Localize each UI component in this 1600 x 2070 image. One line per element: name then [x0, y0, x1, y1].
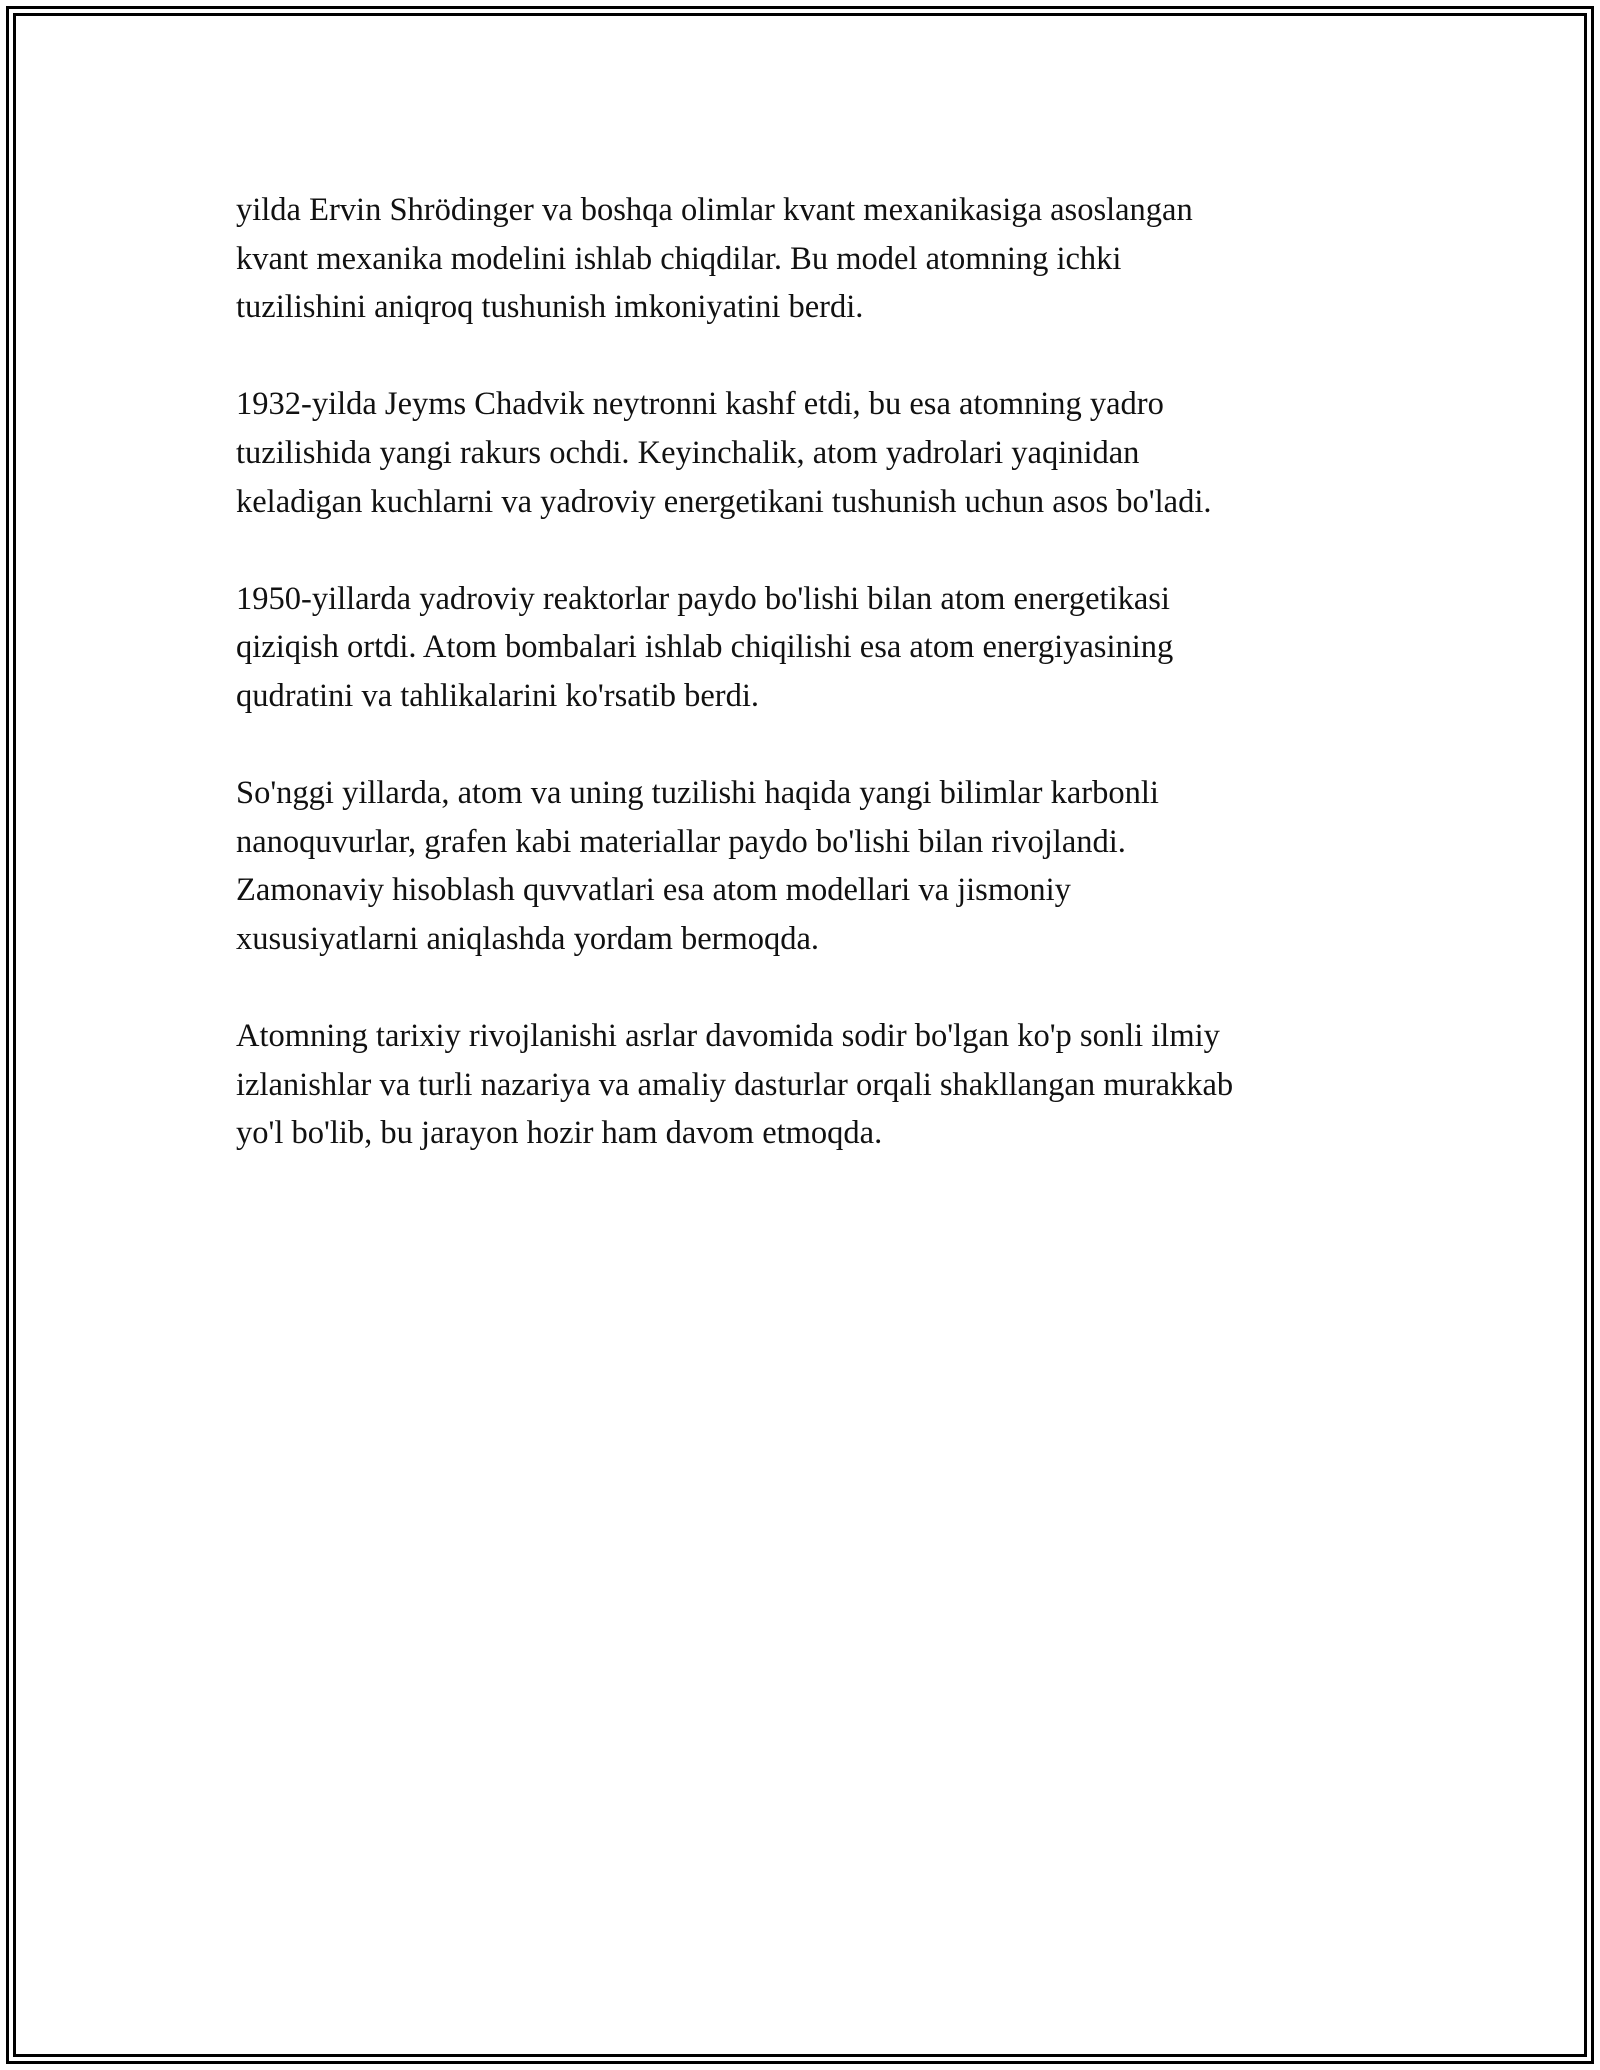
text-line: qudratini va tahlikalarini ko'rsatib berdi. — [236, 677, 759, 714]
text-line: Atomning tarixiy rivojlanishi asrlar davomida sodir bo'lgan ko'p sonli ilmiy — [236, 1018, 1220, 1055]
paragraph-1 — [236, 186, 1416, 332]
text-line: Zamonaviy hisoblash quvvatlari esa atom modellari va jismoniy — [236, 872, 1071, 909]
text-line: 1950-yillarda yadroviy reaktorlar paydo bo'lishi bilan atom energetikasi — [236, 580, 1170, 617]
text-line: keladigan kuchlarni va yadroviy energetikani tushunish uchun asos bo'ladi. — [236, 483, 1212, 520]
text-line: tuzilishida yangi rakurs ochdi. Keyinchalik, atom yadrolari yaqinidan — [236, 434, 1140, 471]
text-line: izlanishlar va turli nazariya va amaliy dasturlar orqali shakllangan murakkab — [236, 1066, 1234, 1103]
text-line: yo'l bo'lib, bu jarayon hozir ham davom etmoqda. — [236, 1115, 883, 1152]
text-line: yilda Ervin Shrödinger va boshqa olimlar kvant mexanikasiga asoslangan — [236, 192, 1193, 228]
paragraph-5 — [236, 1012, 1416, 1158]
paragraph-2 — [236, 380, 1416, 526]
paragraph-4 — [236, 769, 1416, 963]
text-line: qiziqish ortdi. Atom bombalari ishlab chiqilishi esa atom energiyasining — [236, 629, 1174, 666]
text-line: 1932-yilda Jeyms Chadvik neytronni kashf etdi, bu esa atomning yadro — [236, 386, 1164, 423]
text-line: kvant mexanika modelini ishlab chiqdilar. Bu model atomning ichki — [236, 240, 1122, 277]
document-body — [236, 186, 1416, 1206]
text-line: So'nggi yillarda, atom va uning tuzilishi haqida yangi bilimlar karbonli — [236, 775, 1159, 812]
text-line: tuzilishini aniqroq tushunish imkoniyatini berdi. — [236, 289, 864, 326]
paragraph-3 — [236, 575, 1416, 721]
text-line: nanoquvurlar, grafen kabi materiallar paydo bo'lishi bilan rivojlandi. — [236, 823, 1126, 860]
text-line: xususiyatlarni aniqlashda yordam bermoqda. — [236, 920, 820, 957]
